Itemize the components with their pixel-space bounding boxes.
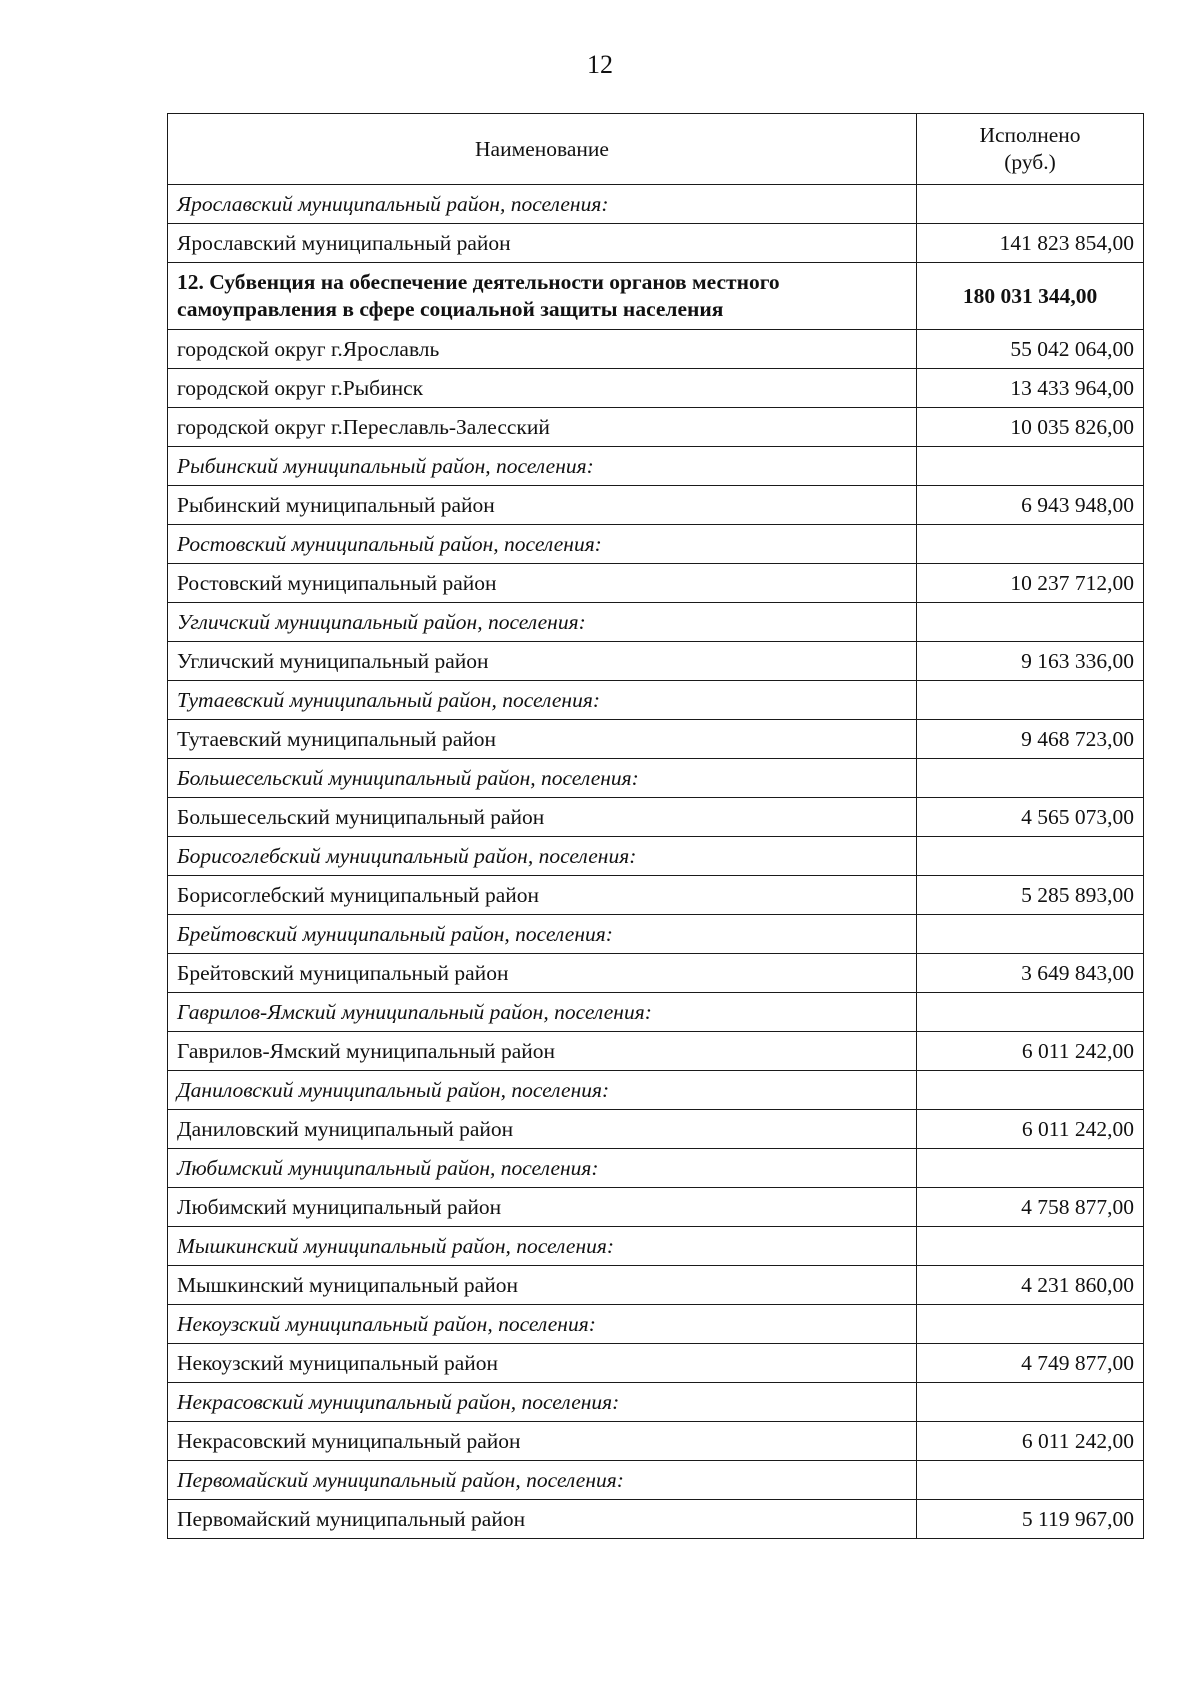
table-row-section [168,525,1144,564]
table-row-total [168,263,1144,330]
row-name-cell: Ярославский муниципальный район, поселения: [168,185,917,224]
table-row [168,642,1144,681]
row-value-cell [917,1461,1144,1500]
row-name-cell: Даниловский муниципальный район [168,1110,917,1149]
row-name-cell: Ярославский муниципальный район [168,224,917,263]
table-row [168,798,1144,837]
row-name-cell: Любимский муниципальный район [168,1188,917,1227]
row-name-cell: Первомайский муниципальный район, поселения: [168,1461,917,1500]
row-name-cell: Мышкинский муниципальный район [168,1266,917,1305]
row-value-cell: 6 011 242,00 [917,1110,1144,1149]
table-row-section [168,681,1144,720]
table-header [168,114,1144,185]
row-value-cell [917,681,1144,720]
table-row [168,408,1144,447]
row-name-cell: Большесельский муниципальный район [168,798,917,837]
row-value-cell: 9 468 723,00 [917,720,1144,759]
row-name-cell: Гаврилов-Ямский муниципальный район [168,1032,917,1071]
table-row [168,1188,1144,1227]
row-value-cell: 10 237 712,00 [917,564,1144,603]
row-value-cell: 4 565 073,00 [917,798,1144,837]
row-value-cell [917,759,1144,798]
row-name-cell: Некрасовский муниципальный район [168,1422,917,1461]
table-row-section [168,185,1144,224]
row-name-cell: Угличский муниципальный район, поселения: [168,603,917,642]
row-value-cell [917,837,1144,876]
header-row [168,114,1144,185]
table-row-section [168,1461,1144,1500]
row-name-cell: Тутаевский муниципальный район [168,720,917,759]
row-value-cell: 4 749 877,00 [917,1344,1144,1383]
table-row-section [168,1305,1144,1344]
row-name-cell: Большесельский муниципальный район, поселения: [168,759,917,798]
row-name-cell: 12. Субвенция на обеспечение деятельности органов местного самоуправления в сфере социальной защиты населения [168,263,917,330]
row-name-cell: Любимский муниципальный район, поселения: [168,1149,917,1188]
row-value-cell: 6 943 948,00 [917,486,1144,525]
row-name-cell: Некоузский муниципальный район, поселения: [168,1305,917,1344]
table-row [168,486,1144,525]
table-row-section [168,1383,1144,1422]
row-name-cell: городской округ г.Ярославль [168,330,917,369]
row-name-cell: Первомайский муниципальный район [168,1500,917,1539]
table-row-section [168,603,1144,642]
table-row-section [168,915,1144,954]
table-row [168,1266,1144,1305]
row-value-cell [917,603,1144,642]
row-name-cell: Некрасовский муниципальный район, поселения: [168,1383,917,1422]
row-value-cell [917,525,1144,564]
table-row [168,1500,1144,1539]
budget-table [167,113,1144,1539]
row-value-cell [917,447,1144,486]
row-value-cell [917,1071,1144,1110]
row-value-cell: 5 285 893,00 [917,876,1144,915]
row-name-cell: Гаврилов-Ямский муниципальный район, поселения: [168,993,917,1032]
row-name-cell: Борисоглебский муниципальный район, поселения: [168,837,917,876]
row-name-cell: городской округ г.Рыбинск [168,369,917,408]
table-row-section [168,447,1144,486]
header-value: Исполнено (руб.) [917,114,1144,185]
table-body [168,185,1144,1539]
table-row [168,720,1144,759]
row-name-cell: Тутаевский муниципальный район, поселения: [168,681,917,720]
row-value-cell: 13 433 964,00 [917,369,1144,408]
row-value-cell: 6 011 242,00 [917,1422,1144,1461]
row-name-cell: Угличский муниципальный район [168,642,917,681]
row-name-cell: городской округ г.Переславль-Залесский [168,408,917,447]
table-row [168,1032,1144,1071]
row-name-cell: Мышкинский муниципальный район, поселения: [168,1227,917,1266]
table-row [168,876,1144,915]
row-name-cell: Ростовский муниципальный район [168,564,917,603]
row-value-cell: 4 758 877,00 [917,1188,1144,1227]
row-value-cell: 4 231 860,00 [917,1266,1144,1305]
table-row [168,564,1144,603]
row-value-cell [917,915,1144,954]
row-name-cell: Брейтовский муниципальный район, поселения: [168,915,917,954]
table-row [168,369,1144,408]
row-name-cell: Некоузский муниципальный район [168,1344,917,1383]
row-value-cell: 180 031 344,00 [917,263,1144,330]
table-row [168,1110,1144,1149]
row-value-cell: 9 163 336,00 [917,642,1144,681]
row-value-cell [917,1227,1144,1266]
row-name-cell: Ростовский муниципальный район, поселения: [168,525,917,564]
header-name: Наименование [168,114,917,185]
table-row [168,1422,1144,1461]
table-row [168,954,1144,993]
row-value-cell [917,1383,1144,1422]
row-name-cell: Рыбинский муниципальный район, поселения: [168,447,917,486]
page-number: 12 [587,50,613,79]
row-name-cell: Даниловский муниципальный район, поселения: [168,1071,917,1110]
table-row [168,224,1144,263]
row-value-cell: 10 035 826,00 [917,408,1144,447]
row-name-cell: Борисоглебский муниципальный район [168,876,917,915]
row-name-cell: Брейтовский муниципальный район [168,954,917,993]
table-row-section [168,993,1144,1032]
row-value-cell [917,993,1144,1032]
row-value-cell: 141 823 854,00 [917,224,1144,263]
row-value-cell [917,185,1144,224]
row-value-cell: 5 119 967,00 [917,1500,1144,1539]
table-row [168,1344,1144,1383]
row-value-cell [917,1305,1144,1344]
table-row-section [168,1227,1144,1266]
table-row-section [168,1071,1144,1110]
row-value-cell [917,1149,1144,1188]
table-row-section [168,837,1144,876]
row-name-cell: Рыбинский муниципальный район [168,486,917,525]
table-row-section [168,759,1144,798]
row-value-cell: 6 011 242,00 [917,1032,1144,1071]
table-row [168,330,1144,369]
row-value-cell: 3 649 843,00 [917,954,1144,993]
table-row-section [168,1149,1144,1188]
row-value-cell: 55 042 064,00 [917,330,1144,369]
